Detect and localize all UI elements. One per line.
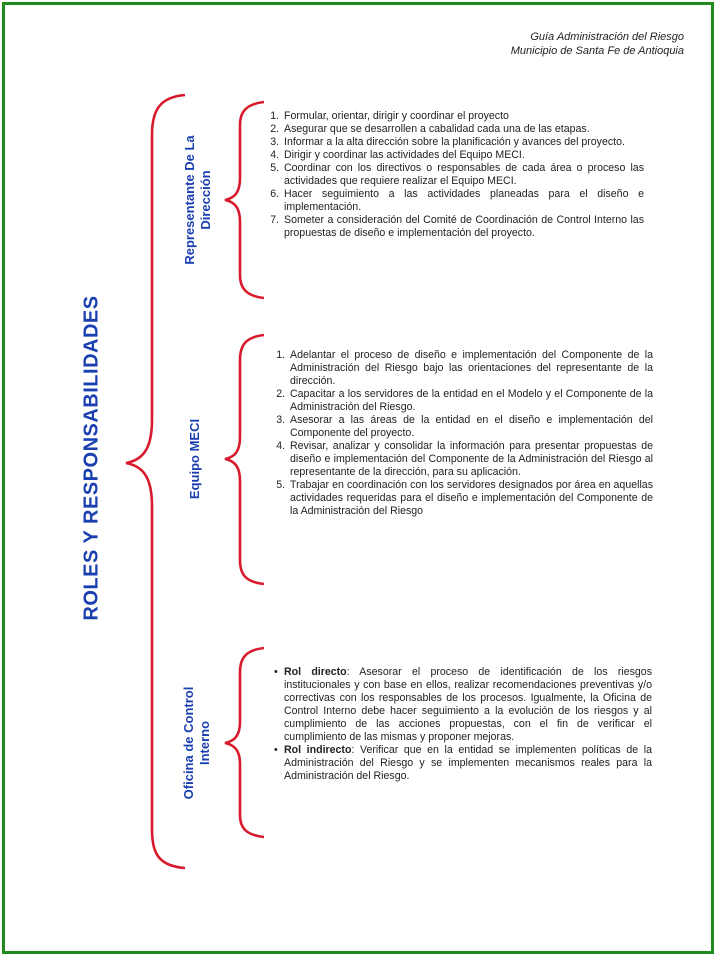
list-item: 1. Formular, orientar, dirigir y coordinar el proyecto bbox=[282, 110, 644, 123]
main-title: ROLES Y RESPONSABILIDADES bbox=[80, 295, 103, 621]
list-item: 3. Informar a la alta dirección sobre la planificación y avances del proyecto. bbox=[282, 136, 644, 149]
list-representante bbox=[264, 110, 644, 240]
header-guide-title: Guía Administración del Riesgo bbox=[530, 31, 684, 43]
header-municipality: Municipio de Santa Fe de Antioquia bbox=[510, 45, 684, 57]
list-equipo-meci bbox=[270, 349, 653, 518]
role-label: Rol directo bbox=[284, 666, 347, 678]
list-item: 5. Trabajar en coordinación con los servidores designados por área en aquellas actividades requeridas para el diseño e implementación del Componente de la Administración del Riesgo bbox=[288, 479, 653, 518]
role-description: : Asesorar el proceso de identificación de los riesgos institucionales y con base en ellos, realizar recomendaciones preventivas y/o correctivas con los responsables de los procesos. Igualmente, la Oficina de Control Interno debe hacer seguimiento a la evolución de los riesgos y al cumplimiento de las acciones propuestas, con el fin de verificar el cumplimiento de las mismas y proponer mejoras. bbox=[284, 666, 653, 743]
section-title-equipo-meci: Equipo MECI bbox=[187, 418, 202, 500]
list-item: 7. Someter a consideración del Comité de Coordinación de Control Interno las propuestas de diseño e implementación del proyecto. bbox=[282, 214, 644, 240]
brace-oficina-control bbox=[225, 648, 264, 837]
list-item: 2. Capacitar a los servidores de la entidad en el Modelo y el Componente de la Administración del Riesgo. bbox=[288, 388, 653, 414]
main-brace bbox=[126, 95, 185, 868]
list-item bbox=[284, 666, 652, 744]
list-item: 4. Revisar, analizar y consolidar la información para presentar propuestas de diseño e implementación del Componente de la Administración del Riesgo al representante de la dirección, para su aplicación. bbox=[288, 440, 653, 479]
section-title-oficina-control: Oficina de Control Interno bbox=[181, 686, 212, 800]
role-description: : Verificar que en la entidad se implementen políticas de la Administración del Riesgo y se implementen mecanismos reales para la Administración del Riesgo. bbox=[284, 744, 652, 782]
list-oficina-control bbox=[272, 666, 652, 783]
list-item bbox=[284, 744, 652, 783]
list-item: 6. Hacer seguimiento a las actividades planeadas para el diseño e implementación. bbox=[282, 188, 644, 214]
brace-equipo-meci bbox=[225, 335, 264, 584]
section-title-representante: Representante De La Dirección bbox=[182, 135, 213, 265]
list-item: 3. Asesorar a las áreas de la entidad en el diseño e implementación del Componente del proyecto. bbox=[288, 414, 653, 440]
brace-representante bbox=[225, 102, 264, 298]
list-item: 1. Adelantar el proceso de diseño e implementación del Componente de la Administración del Riesgo bajo las orientaciones del representante de la dirección. bbox=[288, 349, 653, 388]
list-item: 2. Asegurar que se desarrollen a cabalidad cada una de las etapas. bbox=[282, 123, 644, 136]
list-item: 4. Dirigir y coordinar las actividades del Equipo MECI. bbox=[282, 149, 644, 162]
role-label: Rol indirecto bbox=[284, 744, 352, 756]
list-item: 5. Coordinar con los directivos o responsables de cada área o proceso las actividades que requiere realizar el Equipo MECI. bbox=[282, 162, 644, 188]
